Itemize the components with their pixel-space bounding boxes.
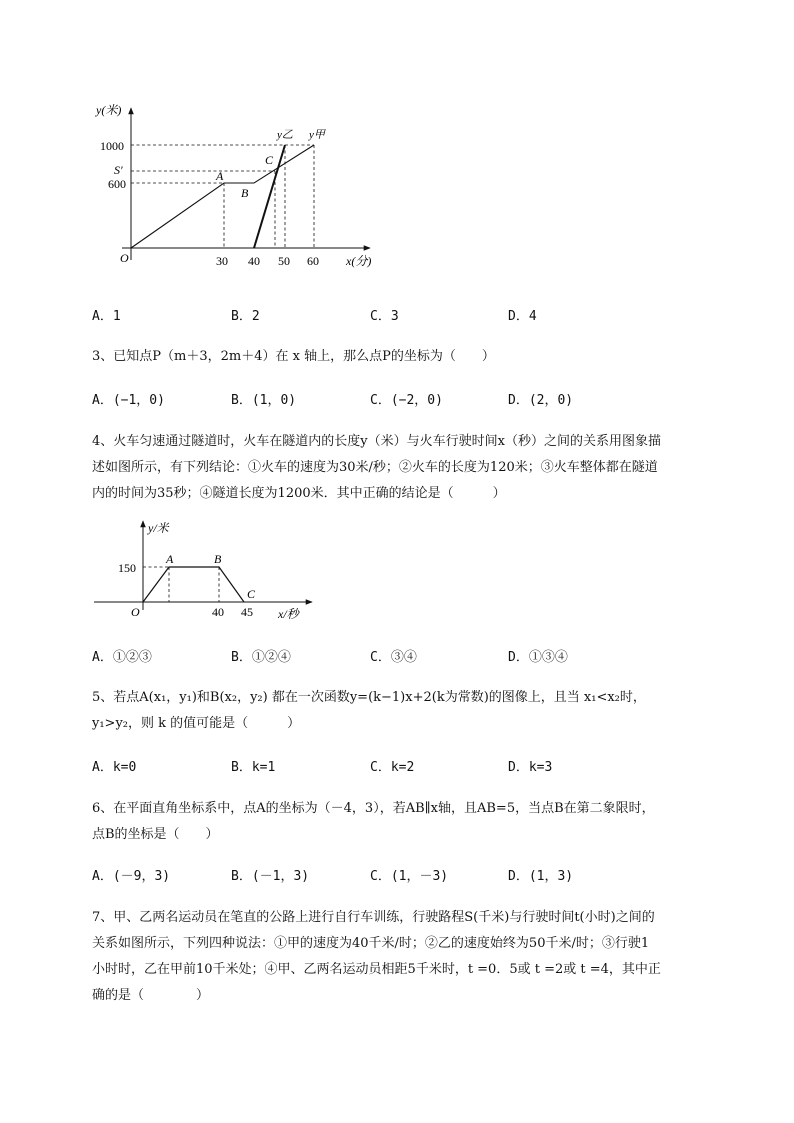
fig1-point-a: A — [216, 169, 224, 183]
fig2-point-c: C — [247, 587, 256, 601]
q4-option-d[interactable]: D．①③④ — [508, 650, 568, 665]
q4-option-b[interactable]: B．①②④ — [231, 650, 291, 665]
q7-stem-line3: 小时时，乙在甲前10千米处；④甲、乙两名运动员相距5千米时，t =0．5或 t =2或 t =4，其中正 — [92, 962, 661, 977]
q4-option-c[interactable]: C．③④ — [370, 650, 417, 665]
fig1-x-label: x(分) — [346, 254, 372, 268]
fig1-label-jia: y甲 — [309, 129, 325, 141]
fig2-point-a: A — [166, 552, 174, 566]
q2-option-d[interactable]: D．4 — [508, 309, 537, 324]
q3-option-d[interactable]: D．(2，0) — [508, 393, 574, 408]
q3-option-c[interactable]: C．(−2，0) — [370, 393, 443, 408]
q5-option-d[interactable]: D．k=3 — [508, 760, 553, 775]
fig1-point-b: B — [241, 186, 249, 200]
q3-option-a[interactable]: A．(−1，0) — [92, 393, 165, 408]
q2-option-b[interactable]: B．2 — [231, 309, 260, 324]
fig2-tick-150: 150 — [118, 561, 136, 575]
q2-option-c[interactable]: C．3 — [370, 309, 399, 324]
figure-2-graph — [90, 515, 320, 625]
fig2-y-label: y/米 — [148, 521, 169, 535]
q5-stem-line2: y₁>y₂，则 k 的值可能是（ ） — [92, 716, 301, 731]
q4-option-a[interactable]: A．①②③ — [92, 650, 152, 665]
q6-option-a[interactable]: A．(－9，3) — [92, 869, 171, 884]
fig1-point-c: C — [265, 153, 274, 167]
q7-stem-line1: 7、甲、乙两名运动员在笔直的公路上进行自行车训练，行驶路程S(千米)与行驶时间t(小时)之间的 — [92, 910, 655, 925]
q6-stem-line1: 6、在平面直角坐标系中，点A的坐标为（－4，3），若AB∥x轴，且AB=5，当点B在第二象限时， — [92, 801, 655, 816]
fig2-tick-45: 45 — [241, 605, 253, 619]
q5-option-c[interactable]: C．k=2 — [370, 760, 415, 775]
q5-option-b[interactable]: B．k=1 — [231, 760, 276, 775]
fig1-s-prime: S′ — [114, 163, 123, 177]
fig2-origin: O — [131, 605, 140, 619]
q6-stem-line2: 点B的坐标是（ ） — [92, 827, 219, 842]
fig2-x-label: x/秒 — [278, 607, 299, 621]
q2-option-a[interactable]: A．1 — [92, 309, 121, 324]
q6-option-d[interactable]: D．(1，3) — [508, 869, 574, 884]
q5-option-a[interactable]: A．k=0 — [92, 760, 137, 775]
fig1-line-jia — [131, 145, 314, 248]
q3-stem: 3、已知点P（m＋3，2m＋4）在 x 轴上，那么点P的坐标为（ ） — [92, 349, 495, 364]
fig1-y-label: y(米) — [96, 103, 122, 117]
fig2-point-b: B — [214, 552, 222, 566]
fig1-tick-40: 40 — [248, 254, 260, 268]
fig1-tick-60: 60 — [307, 254, 319, 268]
fig1-tick-30: 30 — [216, 254, 228, 268]
q4-stem-line3: 内的时间为35秒；④隧道长度为1200米．其中正确的结论是（ ） — [92, 486, 506, 501]
fig1-tick-600: 600 — [108, 177, 126, 191]
figure-1-graph — [90, 100, 390, 275]
q5-stem-line1: 5、若点A(x₁，y₁)和B(x₂，y₂) 都在一次函数y=(k−1)x+2(k为常数)的图像上，且当 x₁<x₂时， — [92, 690, 646, 705]
q6-option-b[interactable]: B．(－1，3) — [231, 869, 310, 884]
q3-option-b[interactable]: B．(1，0) — [231, 393, 297, 408]
q4-stem-line2: 述如图所示，有下列结论：①火车的速度为30米/秒；②火车的长度为120米；③火车整体都在隧道 — [92, 460, 658, 475]
fig2-tick-40: 40 — [212, 605, 224, 619]
q7-stem-line4: 确的是（ ） — [92, 988, 210, 1003]
q4-stem-line1: 4、火车匀速通过隧道时，火车在隧道内的长度y（米）与火车行驶时间x（秒）之间的关系用图象描 — [92, 434, 661, 449]
q7-stem-line2: 关系如图所示，下列四种说法：①甲的速度为40千米/时；②乙的速度始终为50千米/时；③行驶1 — [92, 936, 650, 951]
fig2-line — [143, 567, 244, 602]
fig1-origin: O — [120, 251, 129, 265]
fig1-label-yi: y乙 — [277, 129, 293, 141]
fig1-tick-1000: 1000 — [100, 139, 124, 153]
q6-option-c[interactable]: C．(1，－3) — [370, 869, 449, 884]
fig1-tick-50: 50 — [278, 254, 290, 268]
